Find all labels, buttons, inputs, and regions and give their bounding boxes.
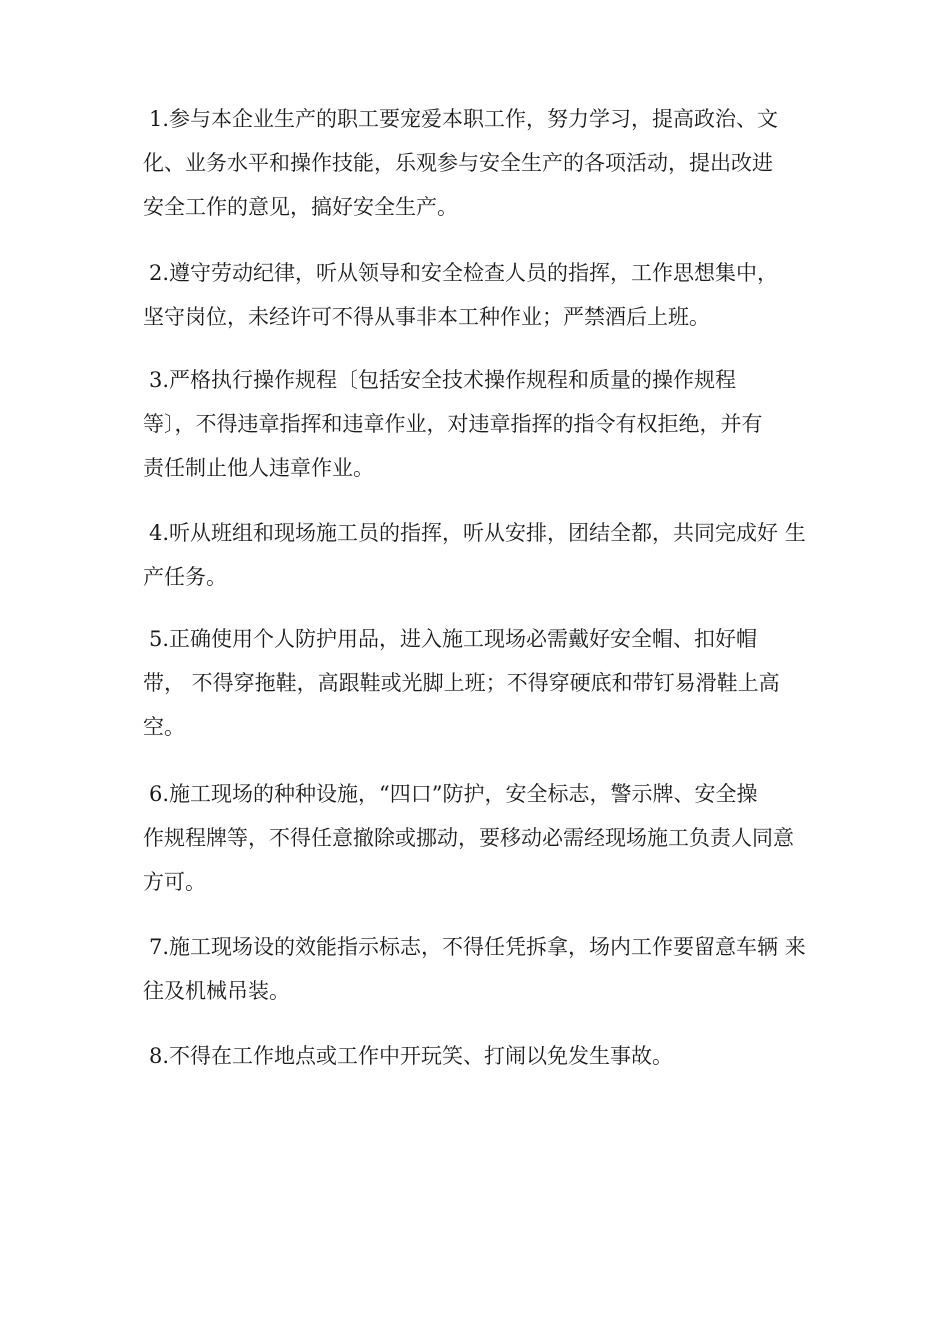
paragraph-line: 5.正确使用个人防护用品，进入施工现场必需戴好安全帽、扣好帽 — [149, 627, 758, 651]
paragraph-line: 3.严格执行操作规程〔包括安全技术操作规程和质量的操作规程 — [149, 368, 737, 392]
paragraph-line: 往及机械吊装。 — [143, 979, 290, 1003]
paragraph-line: 带， 不得穿拖鞋，高跟鞋或光脚上班；不得穿硬底和带钉易滑鞋上高 — [143, 671, 780, 695]
paragraph-line: 4.听从班组和现场施工员的指挥，听从安排，团结全都，共同完成好 生 — [149, 521, 806, 545]
paragraph-line: 6.施工现场的种种设施，“四口”防护，安全标志，警示牌、安全操 — [149, 782, 758, 806]
rule-paragraph-7 — [143, 925, 843, 1013]
paragraph-line: 作规程牌等，不得任意撤除或挪动，要移动必需经现场施工负责人同意 — [143, 826, 794, 850]
rule-paragraph-3 — [143, 358, 843, 490]
paragraph-line: 坚守岗位，未经许可不得从事非本工种作业；严禁酒后上班。 — [143, 305, 710, 329]
paragraph-line: 方可。 — [143, 870, 206, 894]
paragraph-line: 安全工作的意见，搞好安全生产。 — [143, 195, 458, 219]
paragraph-line: 8.不得在工作地点或工作中开玩笑、打闹以免发生事故。 — [149, 1044, 674, 1068]
paragraph-line: 化、业务水平和操作技能，乐观参与安全生产的各项活动，提出改进 — [143, 151, 773, 175]
rule-paragraph-2 — [143, 251, 843, 339]
paragraph-line: 7.施工现场设的效能指示标志，不得任凭拆拿，场内工作要留意车辆 来 — [149, 935, 806, 959]
paragraph-line: 2.遵守劳动纪律，听从领导和安全检查人员的指挥，工作思想集中， — [149, 261, 779, 285]
rule-paragraph-6 — [143, 772, 843, 904]
paragraph-line: 产任务。 — [143, 565, 227, 589]
rule-paragraph-5 — [143, 617, 843, 749]
rule-paragraph-8 — [143, 1034, 843, 1078]
paragraph-line: 等〕，不得违章指挥和违章作业，对违章指挥的指令有权拒绝，并有 — [143, 412, 763, 436]
paragraph-line: 1.参与本企业生产的职工要宠爱本职工作，努力学习，提高政治、文 — [149, 107, 779, 131]
rule-paragraph-1 — [143, 97, 843, 229]
rule-paragraph-4 — [143, 511, 843, 599]
paragraph-line: 责任制止他人违章作业。 — [143, 456, 374, 480]
paragraph-line: 空。 — [143, 715, 185, 739]
